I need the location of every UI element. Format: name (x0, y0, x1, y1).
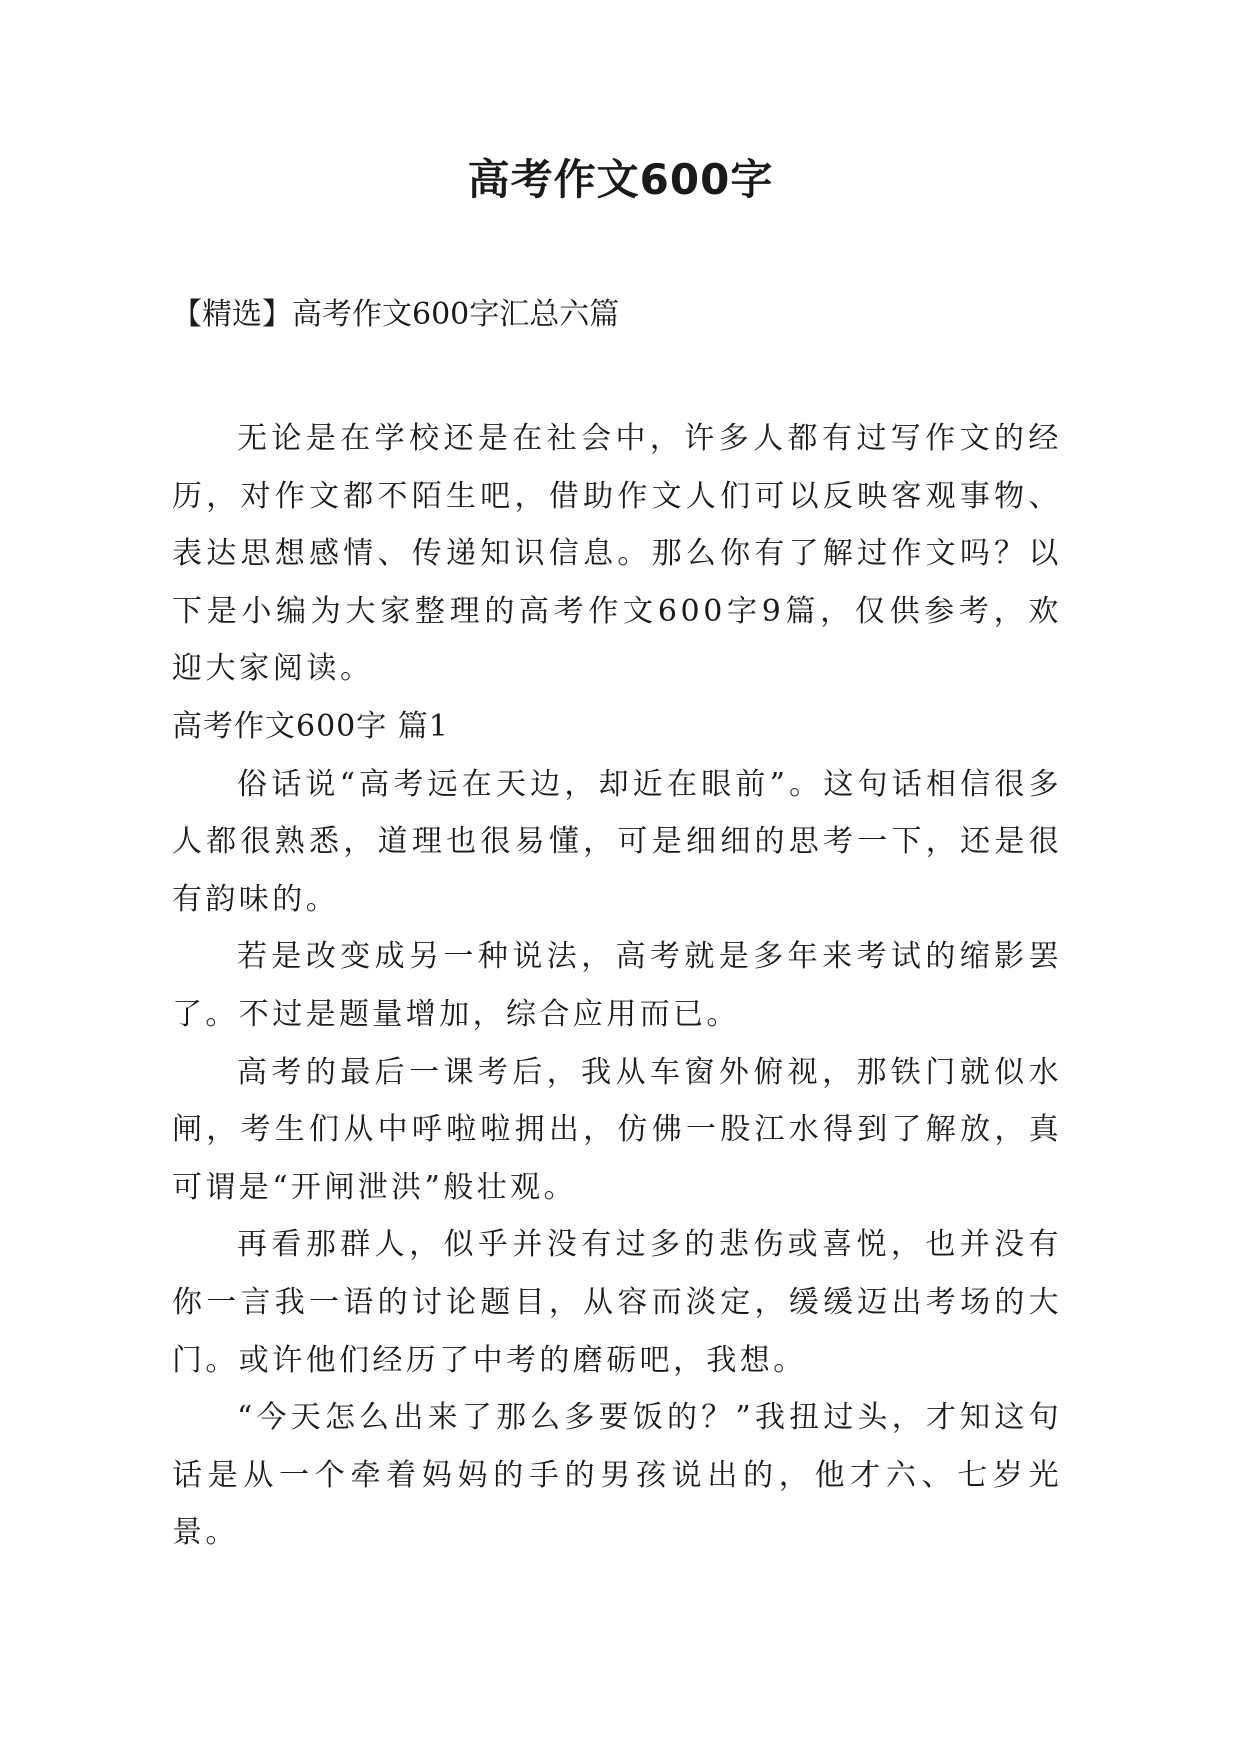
body-paragraph: “今天怎么出来了那么多要饭的？”我扭过头，才知这句话是从一个牵着妈妈的手的男孩说出的，他才六、七岁光景。 (172, 1400, 1062, 1551)
intro-paragraph: 无论是在学校还是在社会中，许多人都有过写作文的经历，对作文都不陌生吧，借助作文人们可以反映客观事物、表达思想感情、传递知识信息。那么你有了解过作文吗？以下是小编为大家整理的高考作文600字9篇，仅供参考，欢迎大家阅读。 (172, 421, 1062, 687)
document-body (172, 410, 1062, 1562)
document-subtitle: 【精选】高考作文600字汇总六篇 (172, 297, 620, 332)
body-paragraph: 高考的最后一课考后，我从车窗外俯视，那铁门就似水闸，考生们从中呼啦啦拥出，仿佛一股江水得到了解放，真可谓是“开闸泄洪”般壮观。 (172, 1054, 1062, 1205)
body-paragraph: 再看那群人，似乎并没有过多的悲伤或喜悦，也并没有你一言我一语的讨论题目，从容而淡定，缓缓迈出考场的大门。或许他们经历了中考的磨砺吧，我想。 (172, 1227, 1062, 1378)
body-paragraph: 若是改变成另一种说法，高考就是多年来考试的缩影罢了。不过是题量增加，综合应用而已。 (172, 939, 1062, 1032)
body-paragraph: 俗话说“高考远在天边，却近在眼前”。这句话相信很多人都很熟悉，道理也很易懂，可是细细的思考一下，还是很有韵味的。 (172, 766, 1062, 917)
section-heading: 高考作文600字 篇1 (172, 708, 449, 744)
document-title: 高考作文600字 (467, 155, 774, 204)
